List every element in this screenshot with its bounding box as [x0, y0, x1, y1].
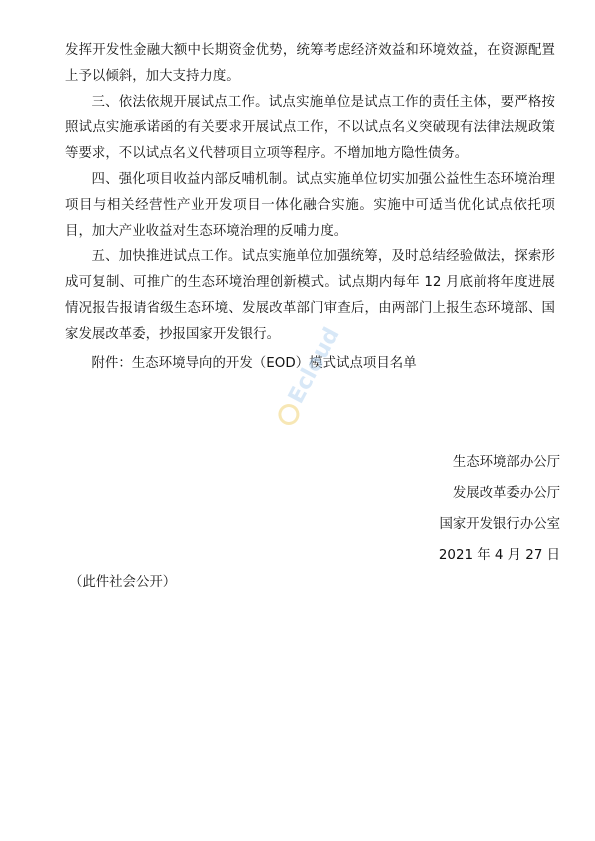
paragraph-section-four: 四、强化项目收益内部反哺机制。试点实施单位切实加强公益性生态环境治理项目与相关经营性产业开发项目一体化融合实施。实施中可适当优化试点依托项目，加大产业收益对生态环境治理的反哺力度。	[65, 171, 555, 239]
public-disclosure-note: （此件社会公开）	[69, 575, 177, 590]
paragraph-continued: 发挥开发性金融大额中长期资金优势，统筹考虑经济效益和环境效益，在资源配置上予以倾斜，加大支持力度。	[65, 43, 555, 84]
document-date: 2021 年 4 月 27 日	[438, 548, 560, 563]
signatory-ndrc-office: 发展改革委办公厅	[452, 486, 560, 501]
signatory-mee-office: 生态环境部办公厅	[452, 455, 560, 470]
signatory-cdb-office: 国家开发银行办公室	[439, 517, 560, 532]
watermark-text: Ecloud	[284, 323, 345, 408]
signature-block	[439, 447, 560, 571]
paragraph-section-three: 三、依法依规开展试点工作。试点实施单位是试点工作的责任主体，要严格按照试点实施承诺函的有关要求开展试点工作，不以试点名义突破现有法律法规政策等要求，不以试点名义代替项目立项等程序。不增加地方隐性债务。	[65, 94, 555, 162]
watermark-logo-circle	[277, 402, 301, 426]
attachment-line: 附件：生态环境导向的开发（EOD）模式试点项目名单	[91, 355, 417, 371]
document-body	[65, 38, 555, 376]
paragraph-section-five: 五、加快推进试点工作。试点实施单位加强统筹，及时总结经验做法，探索形成可复制、可推广的生态环境治理创新模式。试点期内每年 12 月底前将年度进展情况报告报请省级生态环境、发展改革部门审查后，由两部门上报生态环境部、国家发展改革委，抄报国家开发银行。	[65, 249, 555, 342]
